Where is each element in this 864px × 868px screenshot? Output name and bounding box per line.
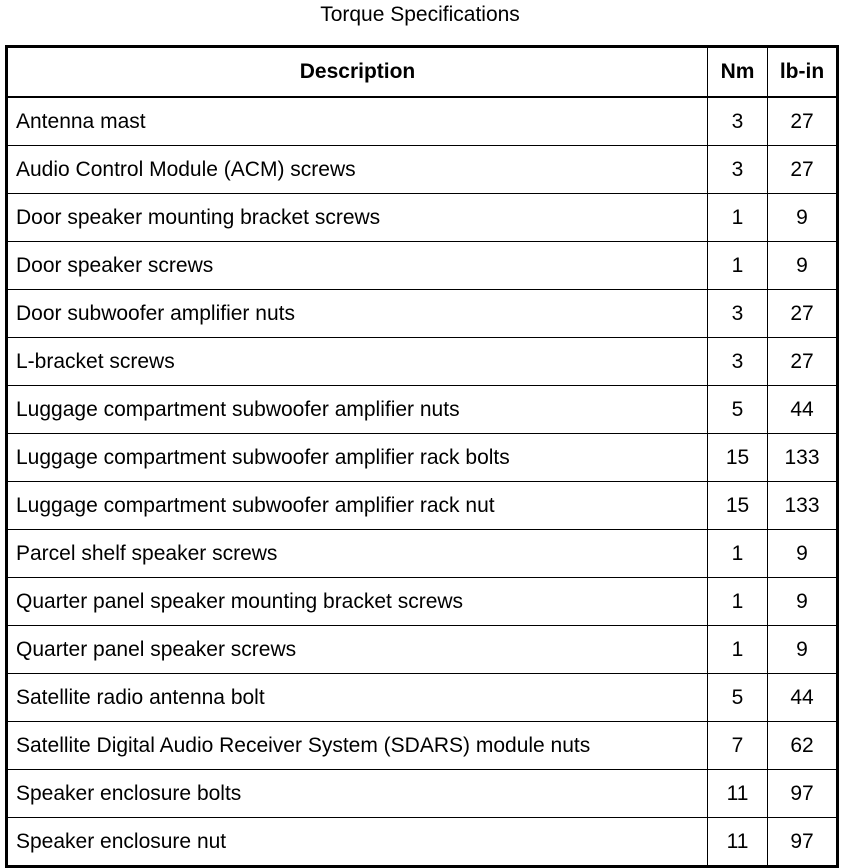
- cell-nm: 3: [708, 338, 768, 386]
- cell-lbin: 27: [768, 97, 838, 146]
- cell-description: Audio Control Module (ACM) screws: [7, 146, 708, 194]
- cell-nm: 1: [708, 626, 768, 674]
- table-row: [7, 722, 838, 770]
- cell-lbin: 27: [768, 146, 838, 194]
- cell-lbin: 27: [768, 338, 838, 386]
- cell-description: Luggage compartment subwoofer amplifier rack bolts: [7, 434, 708, 482]
- table-row: [7, 242, 838, 290]
- cell-nm: 3: [708, 97, 768, 146]
- cell-description: Luggage compartment subwoofer amplifier rack nut: [7, 482, 708, 530]
- cell-nm: 1: [708, 242, 768, 290]
- cell-lbin: 9: [768, 242, 838, 290]
- cell-lbin: 9: [768, 530, 838, 578]
- column-header-description: Description: [7, 47, 708, 98]
- cell-lbin: 44: [768, 674, 838, 722]
- cell-lbin: 133: [768, 482, 838, 530]
- cell-description: Door subwoofer amplifier nuts: [7, 290, 708, 338]
- cell-lbin: 44: [768, 386, 838, 434]
- cell-description: Satellite radio antenna bolt: [7, 674, 708, 722]
- table-row: [7, 338, 838, 386]
- cell-nm: 11: [708, 770, 768, 818]
- cell-description: Parcel shelf speaker screws: [7, 530, 708, 578]
- cell-description: Quarter panel speaker screws: [7, 626, 708, 674]
- table-row: [7, 194, 838, 242]
- cell-lbin: 9: [768, 626, 838, 674]
- table-row: [7, 482, 838, 530]
- cell-nm: 1: [708, 530, 768, 578]
- cell-nm: 1: [708, 194, 768, 242]
- cell-description: Speaker enclosure bolts: [7, 770, 708, 818]
- cell-lbin: 27: [768, 290, 838, 338]
- cell-description: Luggage compartment subwoofer amplifier nuts: [7, 386, 708, 434]
- table-header-row: [7, 47, 838, 98]
- cell-lbin: 62: [768, 722, 838, 770]
- cell-nm: 5: [708, 386, 768, 434]
- cell-nm: 15: [708, 434, 768, 482]
- cell-nm: 15: [708, 482, 768, 530]
- cell-description: Satellite Digital Audio Receiver System (SDARS) module nuts: [7, 722, 708, 770]
- cell-lbin: 97: [768, 770, 838, 818]
- table-row: [7, 626, 838, 674]
- torque-spec-table: [5, 45, 839, 868]
- cell-nm: 5: [708, 674, 768, 722]
- cell-lbin: 133: [768, 434, 838, 482]
- column-header-lbin: lb-in: [768, 47, 838, 98]
- cell-lbin: 9: [768, 194, 838, 242]
- cell-nm: 7: [708, 722, 768, 770]
- cell-nm: 3: [708, 290, 768, 338]
- table-row: [7, 818, 838, 867]
- table-row: [7, 386, 838, 434]
- table-row: [7, 674, 838, 722]
- table-row: [7, 434, 838, 482]
- cell-lbin: 9: [768, 578, 838, 626]
- cell-description: Antenna mast: [7, 97, 708, 146]
- cell-nm: 11: [708, 818, 768, 867]
- table-row: [7, 290, 838, 338]
- cell-lbin: 97: [768, 818, 838, 867]
- table-row: [7, 530, 838, 578]
- cell-description: Quarter panel speaker mounting bracket screws: [7, 578, 708, 626]
- table-row: [7, 146, 838, 194]
- cell-nm: 1: [708, 578, 768, 626]
- cell-nm: 3: [708, 146, 768, 194]
- table-row: [7, 578, 838, 626]
- page-title: Torque Specifications: [320, 3, 520, 26]
- column-header-nm: Nm: [708, 47, 768, 98]
- cell-description: Speaker enclosure nut: [7, 818, 708, 867]
- cell-description: Door speaker screws: [7, 242, 708, 290]
- table-row: [7, 770, 838, 818]
- table-row: [7, 97, 838, 146]
- cell-description: L-bracket screws: [7, 338, 708, 386]
- cell-description: Door speaker mounting bracket screws: [7, 194, 708, 242]
